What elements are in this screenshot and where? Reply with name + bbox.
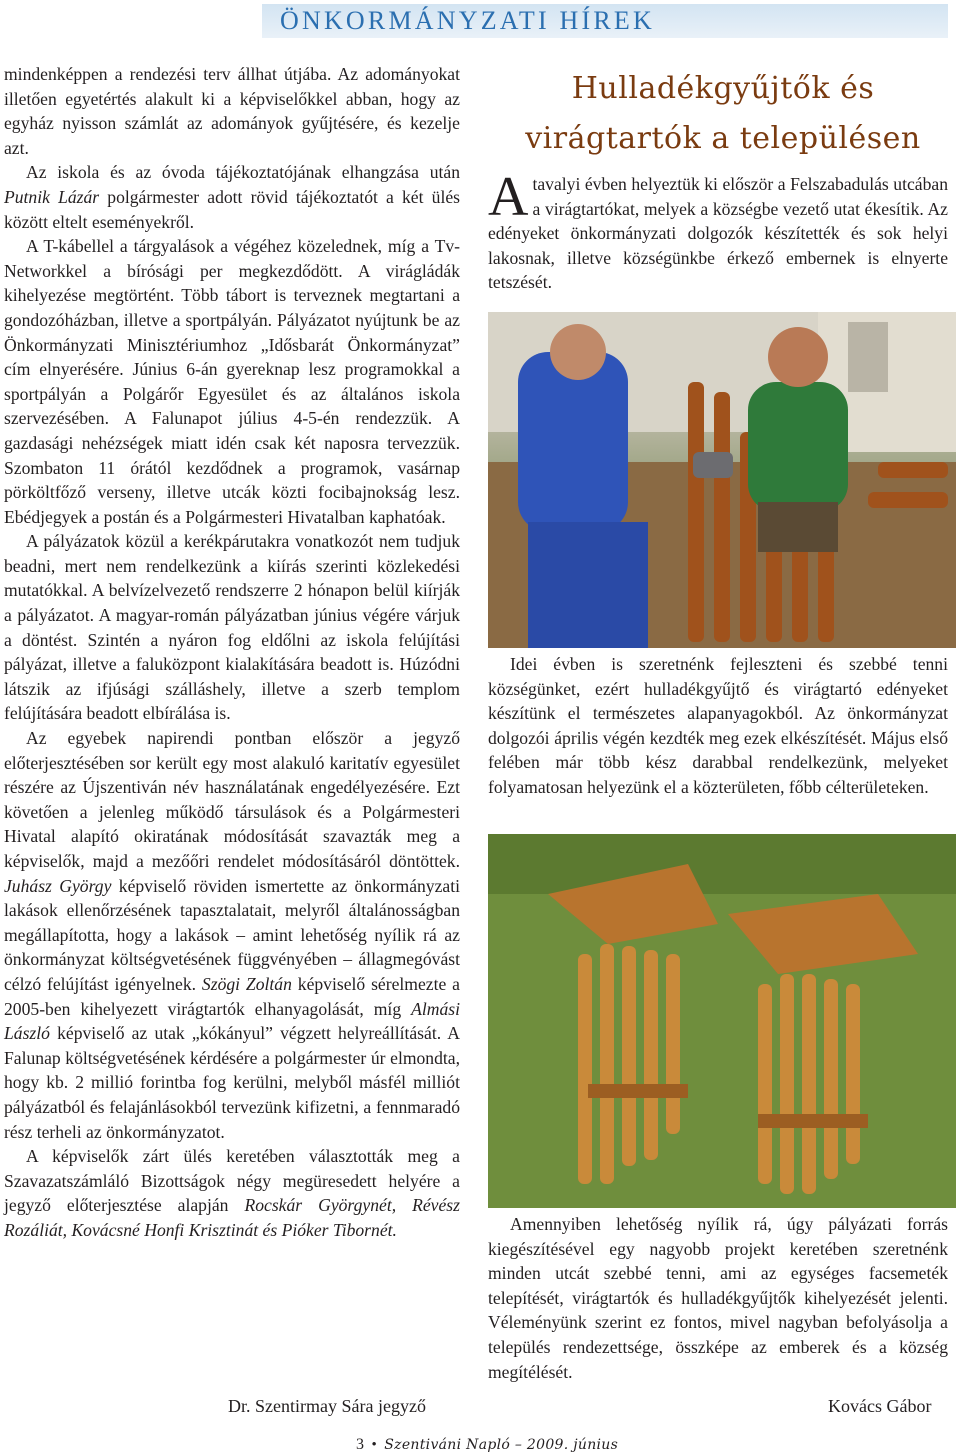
page-footer: [356, 1436, 618, 1454]
text: képviselő röviden ismertette az önkormányzati lakások ellenőrzésének tapasztalatait, melyről általánosságban megállapította, hogy a lakások – amint lehetőség nyílik rá az önkormányzat költségvetésének függvényében – állagmegóvást célzó felújítást igényelnek.: [4, 875, 460, 994]
person-names: Rocskár Györgynét, Révész Rozáliát, Kovácsné Honfi Krisztinát és Pióker Tibornét.: [4, 1195, 460, 1240]
left-column: [4, 62, 460, 1243]
paragraph: [4, 1144, 460, 1242]
person-name: Szögi Zoltán: [201, 973, 292, 994]
text: A képviselők zárt ülés keretében választották meg a Szavazatszámláló Bizottságok négy megüresedett helyére a jegyző előterjesztése alapján: [4, 1146, 460, 1216]
article-intro: [488, 166, 948, 295]
text: képviselő az utak „kókányul” végzett helyreállítását. A Falunap költségvetésének kérdésére a polgármester úr elmondta, hogy kb. 2 millió forintba fog kerülni, melyből másfél milliót pályázatból és felajánlásokból tervezünk kifizetni, a fennmaradó rész terheli az önkormányzatot.: [4, 1023, 460, 1142]
text: polgármester adott rövid tájékoztatót a két ülés között eltelt eseményekről.: [4, 186, 460, 232]
text: Az iskola és az óvoda tájékoztatójának elhangzása után: [26, 162, 460, 183]
paragraph: A pályázatok közül a kerékpárutakra vonatkozót nem tudjuk beadni, mert nem rendelkezünk a kiírás szerinti közlekedési mutatókkal. A belvízelvezető rendszerre 2 hónapon belül kiírják a pályázatot. A magyar-román pályázatban június végére várjuk a döntést. Szintén a nyáron fog eldőlni az iskola felújítási pályázat, illetve a faluközpont kialakítására beadott is. Húzódni látszik az ifjúsági szálláshely, illetve a szerb templom felújítására beadott elbírálása is.: [4, 531, 460, 724]
article-paragraph-3: [488, 1212, 948, 1384]
person-name: Putnik Lázár: [4, 186, 100, 207]
paragraph: [488, 166, 948, 295]
photo-workers-building-planters: [488, 312, 956, 648]
section-title: ÖNKORMÁNYZATI HÍREK: [280, 6, 655, 35]
article-title: [488, 64, 958, 164]
publication-name: Szentiváni Napló – 2009. június: [384, 1437, 619, 1453]
paragraph: Amennyiben lehetőség nyílik rá, úgy pályázati forrás kiegészítésével egy nagyobb projekt keretében szeretnénk minden utcát szebbé tenni, ami az egységes facsemeték telepítését, virágtartók és hulladékgyűjtők kihelyezését jelenti. Véleményünk szerint ez fontos, mivel nagyban befolyásolja a település rendezettsége, összképe az emberek és a község megítélését.: [488, 1214, 948, 1382]
article-title-line1: Hulladékgyűjtők és: [571, 71, 875, 106]
paragraph: mindenképpen a rendezési terv állhat útjába. Az adományokat illetően egyetértés alakult ki a képviselőkkel abban, hogy az egyház nyisson számlát az adományok gyűjtésére, és kezelje azt.: [4, 64, 460, 158]
drop-cap: A: [488, 166, 529, 228]
person-name: Juhász György: [4, 875, 112, 896]
bullet-icon: •: [371, 1437, 377, 1453]
paragraph: A T-kábellel a tárgyalások a végéhez közelednek, míg a Tv-Networkkel a bírósági per megkezdődött. A virágládák kihelyezése megtörtént. Több tábort is terveznek megtartani a gondozóházban, illetve a sportpályán. Pályázatot nyújtunk be az Önkormányzati Minisztériumhoz „Idősbarát Önkormányzat” cím elnyerésére. Június 6-án gyereknap lesz programokkal a sportpályán a Polgárőr Egyesület és az általános iskola szervezésében. A Falunapot július 4-5-én rendezzük. A gazdasági nehézségek miatt idén csak két naposra tervezzük. Szombaton 11 órától kezdődnek a programok, vasárnap pörköltfőző verseny, illetve utcák közti focibajnokság lesz. Ebédjegyek a postán és a Polgármesteri Hivatalban kaphatóak.: [4, 236, 460, 527]
photo-illustration: [488, 312, 956, 648]
signature-left: Dr. Szentirmay Sára jegyző: [228, 1396, 426, 1416]
photo-illustration: [488, 834, 956, 1208]
text: tavalyi évben helyeztük ki először a Felszabadulás utcában a virágtartókat, melyek a községbe vezető utat ékesítik. Az edényeket önkormányzati dolgozók készítették és sok helyi lakosnak, illetve községünkbe érkező embernek is elnyerte tetszését.: [488, 174, 948, 293]
page-number: 3: [356, 1436, 364, 1453]
article-paragraph-2: [488, 652, 948, 800]
text: képviselő sérelmezte a 2005-ben kihelyezett virágtartók elhanyagolását, míg: [4, 973, 460, 1019]
photo-finished-planters: [488, 834, 956, 1208]
paragraph: [4, 726, 460, 1144]
text: Az egyebek napirendi pontban először a jegyző előterjesztésében sor került egy most alakuló karitatív egyesület részére az Újszentiván név használatának engedélyezésére. Ezt követően a jelenleg működő társulások és a Polgármesteri Hivatal alapító okiratának módosítását szavazták meg a képviselők, majd a mezőőri rendelet módosításáról döntöttek.: [4, 728, 460, 871]
paragraph: Idei évben is szeretnénk fejleszteni és szebbé tenni községünket, ezért hulladékgyűjtő és virágtartó edényeket készítünk el természetes alapanyagokból. Az önkormányzat dolgozói április végén kezdték meg ezek elkészítését. Május első felében már több kész darabbal rendelkezünk, melyeket folyamatosan helyezünk el a közterületen, főbb célterületeken.: [488, 654, 948, 797]
paragraph: [4, 160, 460, 234]
person-name: Almási László: [4, 998, 460, 1044]
signature-right: Kovács Gábor: [828, 1396, 932, 1416]
article-title-line2: virágtartók a településen: [525, 121, 921, 156]
